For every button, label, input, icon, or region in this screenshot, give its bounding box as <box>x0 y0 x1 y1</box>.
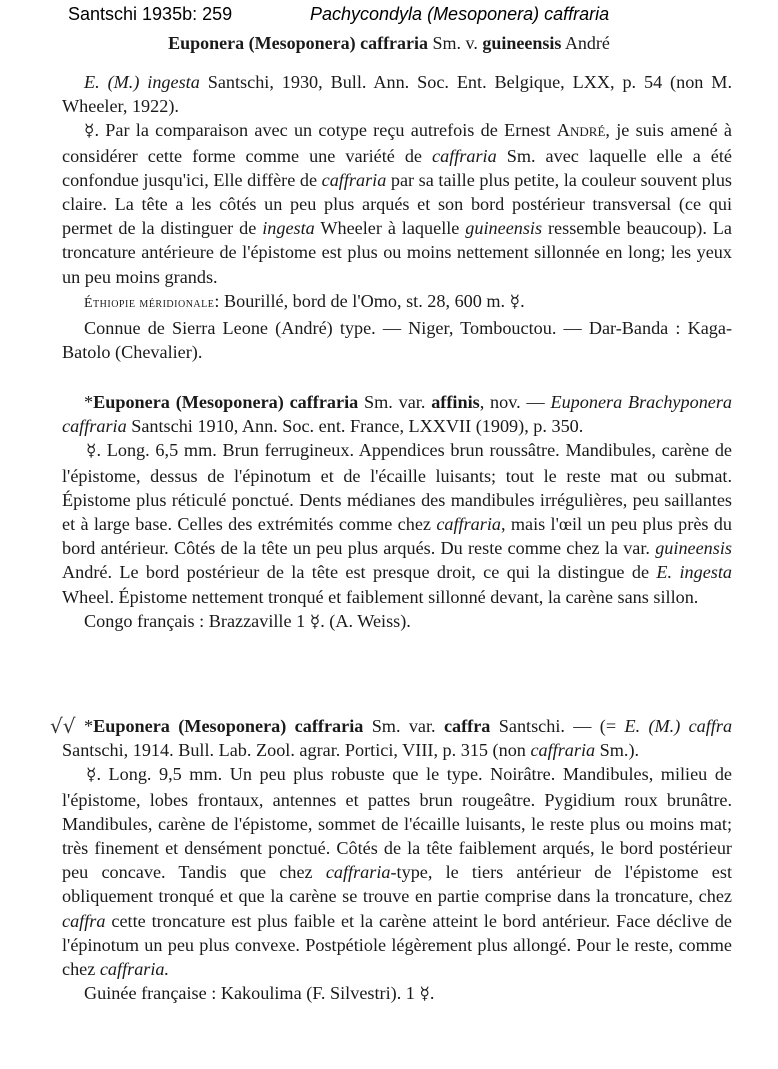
heading-author: Sm. var. <box>364 392 426 412</box>
caffra-description <box>62 762 732 981</box>
species-name: caffraria. <box>99 959 170 980</box>
species-name: caffraria <box>436 514 501 535</box>
syn-genus: E. <box>84 72 100 92</box>
title-variety: guineensis <box>482 33 562 53</box>
taxon-header: Pachycondyla (Mesoponera) caffraria <box>310 4 610 24</box>
heading-subgenus: (Mesoponera) caffraria <box>175 392 359 412</box>
guineensis-distribution: Connue de Sierra Leone (André) type. — Niger, Tombouctou. — Dar-Banda : Kaga-Batolo (Chevalier). <box>62 318 732 363</box>
text-run: par sa taille plus petite, la couleur souvent plus claire. La tête a les côtés un peu plus arqués et son bord postérieur transversal (ce qui permet de la distinguer de <box>62 169 733 239</box>
heading-author: Sm. var. <box>371 716 436 736</box>
text-run: . Par la comparaison avec un cotype reçu autrefois de Ernest <box>94 120 551 141</box>
text-run: -type, le tiers antérieur de l'épistome est obliquement tronqué et que la carène se trouve en partie comprise dans la troncature, chez <box>62 862 733 907</box>
handwritten-check-marks: √√ <box>50 714 76 738</box>
text-run: ressemble beaucoup). La troncature antérieure de l'épistome est plus ou moins nettement sillonnée en long; les yeux un peu moins grands. <box>62 218 732 287</box>
section-title-guineensis <box>0 33 778 54</box>
guineensis-synonymy <box>62 70 732 118</box>
heading-genus: Euponera <box>93 716 170 736</box>
locality-text: Congo français : Brazzaville 1 <box>84 610 306 631</box>
citation-header: Santschi 1935b: 259 <box>68 4 233 24</box>
heading-variety: affinis <box>431 392 480 412</box>
species-name: guineensis <box>655 538 732 559</box>
text-run: , je suis amené à considérer cette forme comme une variété de <box>62 120 732 166</box>
collector: (A. Weiss). <box>329 610 411 631</box>
text-run: Sm. avec laquelle elle a été confondue jusqu'ici, Elle diffère de <box>62 145 732 190</box>
text-run: André. Le bord postérieur de la tête est presque droit, ce qui la distingue de <box>62 562 650 583</box>
worker-symbol: ☿ <box>84 121 95 142</box>
species-name: caffraria <box>530 740 596 761</box>
text-run: . <box>520 290 525 311</box>
syn-subgenus: (M.) <box>107 72 140 92</box>
heading-variety: caffra <box>443 716 491 736</box>
title-author: Sm. v. <box>432 33 478 53</box>
species-name: E. ingesta <box>656 562 732 583</box>
heading-status: , nov. — <box>479 392 545 412</box>
new-marker: * <box>84 716 94 736</box>
guineensis-locality <box>62 289 732 316</box>
worker-symbol: ☿ <box>86 765 97 786</box>
new-marker: * <box>84 392 94 412</box>
guineensis-description <box>62 118 732 288</box>
title-variety-author: André <box>564 33 610 53</box>
affinis-locality: Congo français : Brazzaville 1 ☿. (A. Weiss). <box>84 610 411 632</box>
locality-text: : Bourillé, bord de l'Omo, st. 28, 600 m. <box>214 290 506 311</box>
title-genus: Euponera <box>168 33 245 53</box>
caffra-locality: Guinée française : Kakoulima (F. Silvestri). 1 ☿. <box>84 983 435 1005</box>
text-run: Sm.). <box>599 740 640 761</box>
heading-genus: Euponera <box>93 392 170 412</box>
text-run: cette troncature est plus faible et la carène atteint le bord antérieur. Face déclive de l'épinotum un peu plus convexe. Postpétiole légèrement plus allongé. Pour le reste, comme chez <box>62 910 732 980</box>
synonym-reference: Santschi 1910, Ann. Soc. ent. France, LXXVII (1909), p. 350. <box>131 416 584 437</box>
species-name: guineensis <box>465 218 543 239</box>
heading-author: Santschi. — (= <box>498 716 617 736</box>
affinis-heading <box>62 390 732 438</box>
text-run: Wheeler à laquelle <box>320 218 460 239</box>
text-run: Wheel. Épistome nettement tronqué et faiblement sillonné devant, la carène sans sillon. <box>62 586 699 607</box>
text-run: . Long. 9,5 mm. Un peu plus robuste que le type. Noirâtre. Mandibules, milieu de l'épistome, lobes frontaux, antennes et pattes brun rougeâtre. Pygidium roux brunâtre. Mandibules, carène de l'épistome, sommet de l'écaille luisants, le reste plus ou moins mat; très finement et densément ponctué. Côtés de la tête faiblement arqués, le bord postérieur peu concave. Tandis que chez <box>62 764 732 883</box>
heading-subgenus: (Mesoponera) caffraria <box>178 716 364 736</box>
species-name: ingesta <box>262 218 315 239</box>
species-name: caffraria <box>321 169 387 190</box>
synonym-name: E. (M.) caffra <box>624 716 733 736</box>
text-run: . Long. 6,5 mm. Brun ferrugineux. Appendices brun roussâtre. Mandibules, carène de l'épistome, dessus de l'épinotum et de l'écaille luisants; tout le reste mat ou submat. Épistome plus réticulé ponctué. Dents médianes des mandibules irrégulières, peu saillantes et à large base. Celles des extrémités comme chez <box>62 440 732 535</box>
worker-symbol: ☿ <box>86 441 97 462</box>
species-name: caffraria <box>432 145 497 166</box>
syn-reference: Santschi, 1930, Bull. Ann. Soc. Ent. Belgique, LXX, p. 54 (non M. Wheeler, 1922). <box>62 72 732 117</box>
species-name: caffraria <box>325 862 391 883</box>
worker-symbol: ☿ <box>309 611 321 632</box>
author-name: André <box>556 120 606 141</box>
synonym-reference: Santschi, 1914. Bull. Lab. Zool. agrar. Portici, VIII, p. 315 (non <box>62 740 526 761</box>
locality-text: Guinée française : Kakoulima (F. Silvestri). 1 <box>84 983 415 1004</box>
guineensis-section <box>62 70 732 364</box>
syn-species: ingesta <box>147 72 200 92</box>
text-run: , mais l'œil un peu plus près du bord antérieur. Côtés de la tête un peu plus arqués. Du reste comme chez la var. <box>62 514 732 559</box>
caffra-heading <box>62 714 732 762</box>
species-name: caffra <box>62 910 106 931</box>
title-subgenus: (Mesoponera) caffraria <box>248 33 429 53</box>
worker-symbol: ☿ <box>509 291 521 312</box>
affinis-section <box>62 390 732 634</box>
synonym-name: Euponera Brachyponera caffraria <box>62 392 733 437</box>
region-name: Éthiopie méridionale <box>84 295 215 311</box>
worker-symbol: ☿ <box>419 984 430 1005</box>
caffra-section <box>62 714 732 1006</box>
affinis-description <box>62 438 732 608</box>
